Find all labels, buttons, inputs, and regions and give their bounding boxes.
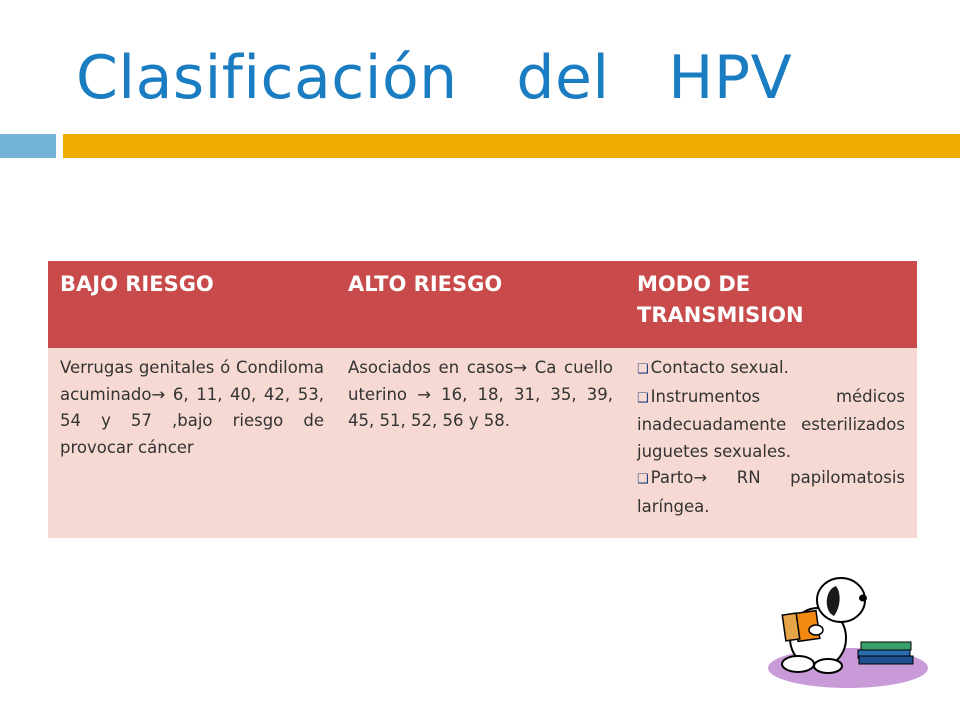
- square-bullet-icon: ❑: [637, 472, 649, 487]
- transmission-item-text: Instrumentos médicos inadecuadamente esterilizados juguetes sexuales.: [637, 386, 905, 461]
- square-bullet-icon: ❑: [637, 362, 649, 377]
- list-item: [637, 465, 905, 520]
- cell-transmission: [625, 348, 917, 538]
- slide-title: Clasificación del HPV: [76, 43, 793, 113]
- cell-high-risk: Asociados en casos→ Ca cuello uterino → 16, 18, 31, 35, 39, 45, 51, 52, 56 y 58.: [348, 358, 613, 430]
- table-header-row: [48, 261, 917, 348]
- transmission-item-text: Parto→ RN papilomatosis laríngea.: [637, 468, 905, 516]
- transmission-item-text: Contacto sexual.: [650, 358, 789, 377]
- cell-low-risk: Verrugas genitales ó Condiloma acuminado→ 6, 11, 40, 42, 53, 54 y 57 ,bajo riesgo de provocar cáncer: [60, 358, 324, 457]
- header-transmission: MODO DE TRANSMISION: [637, 272, 804, 327]
- accent-bar-blue: [0, 134, 56, 158]
- square-bullet-icon: ❑: [637, 390, 649, 406]
- hpv-classification-table: [48, 261, 917, 538]
- list-item: [637, 384, 905, 466]
- header-low-risk: BAJO RIESGO: [60, 272, 214, 296]
- accent-bar-gold: [63, 134, 960, 158]
- snoopy-reading-icon: [766, 568, 930, 690]
- header-high-risk: ALTO RIESGO: [348, 272, 503, 296]
- table-row: [48, 348, 917, 538]
- list-item: [637, 355, 905, 384]
